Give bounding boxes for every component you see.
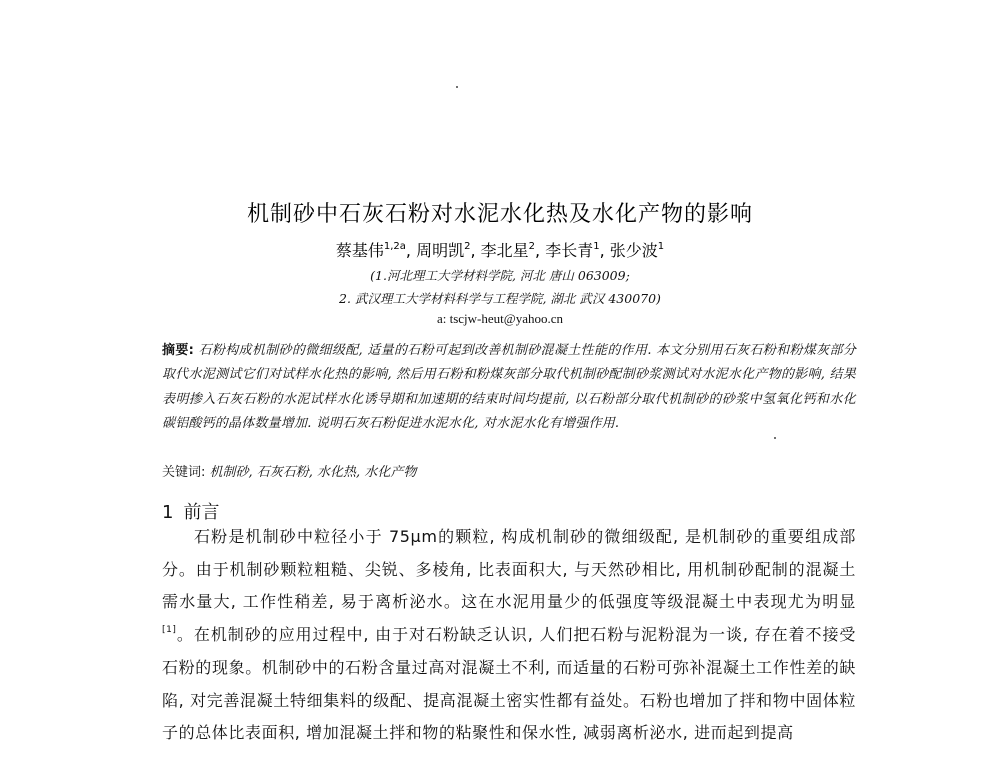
author-affiliation-mark: 2	[528, 241, 536, 252]
author-affiliation-mark: 2	[464, 241, 471, 252]
keywords	[162, 461, 856, 480]
body-text: 石粉是机制砂中粒径小于 75μm的颗粒, 构成机制砂的微细级配, 是机制砂的重要组成部分。由于机制砂颗粒粗糙、尖锐、多棱角, 比表面积大, 与天然砂相比, 用机制砂配制的混凝土需水量大, 工作性稍差, 易于离析泌水。这在水泥用量少的低强度等级混凝土中表现尤为明显	[162, 527, 856, 612]
author-affiliation-mark: 1	[593, 241, 600, 252]
scan-speck	[456, 86, 458, 88]
author-name: 李长青	[545, 241, 594, 260]
keywords-text: 机制砂, 石灰石粉, 水化热, 水化产物	[205, 465, 417, 480]
body-text: 。在机制砂的应用过程中, 由于对石粉缺乏认识, 人们把石粉与泥粉混为一谈, 存在着不接受石粉的现象。机制砂中的石粉含量过高对混凝土不利, 而适量的石粉可弥补混凝土工作性差的缺陷, 对完善混凝土特细集料的级配、提高混凝土密实性都有益处。石粉也增加了拌和物中固体粒子的总体比表面积, 增加混凝土拌和物的粘聚性和保水性, 减弱离析泌水, 进而起到提高	[162, 625, 856, 743]
abstract-text: 石粉构成机制砂的微细级配, 适量的石粉可起到改善机制砂混凝土性能的作用. 本文分别用石灰石粉和粉煤灰部分取代水泥测试它们对试样水化热的影响, 然后用石粉和粉煤灰部分取代机制砂配制砂浆测试对水泥水化产物的影响, 结果表明掺入石灰石粉的水泥试样水化诱导期和加速期的结束时间均提前, 以石粉部分取代机制砂的砂浆中氢氧化钙和水化碳铝酸钙的晶体数量增加. 说明石灰石粉促进水泥水化, 对水泥水化有增强作用.	[162, 343, 856, 431]
abstract-label: 摘要:	[162, 343, 195, 358]
affiliation-line-2: 2. 武汉理工大学材料科学与工程学院, 湖北 武汉 430070)	[339, 291, 661, 306]
author-affiliation-mark: 1	[657, 241, 665, 252]
author-name: 蔡基伟	[335, 241, 384, 260]
paper-title: 机制砂中石灰石粉对水泥水化热及水化产物的影响	[246, 202, 753, 227]
section-number: 1	[162, 502, 174, 523]
abstract	[162, 339, 856, 436]
author-name: 张少波	[609, 241, 658, 260]
keywords-label: 关键词:	[162, 465, 206, 480]
body-paragraph	[162, 521, 856, 750]
scan-speck	[774, 437, 776, 439]
affiliation-line-1: (1.河北理工大学材料学院, 河北 唐山 063009;	[370, 268, 630, 283]
author-name: 周明凯	[416, 241, 465, 260]
author-name: 李北星	[480, 241, 529, 260]
section-title: 前言	[183, 502, 220, 523]
author-list: 蔡基伟$^{1,2a}$, 周明凯$^2$, 李北星$^2$, 李长青$^1$, 张少波$^1$	[335, 241, 665, 260]
author-email: a: tscjw-heut@yahoo.cn	[436, 311, 564, 326]
citation-reference: [1]	[162, 625, 177, 636]
author-affiliation-mark: 1,2a	[383, 241, 406, 252]
